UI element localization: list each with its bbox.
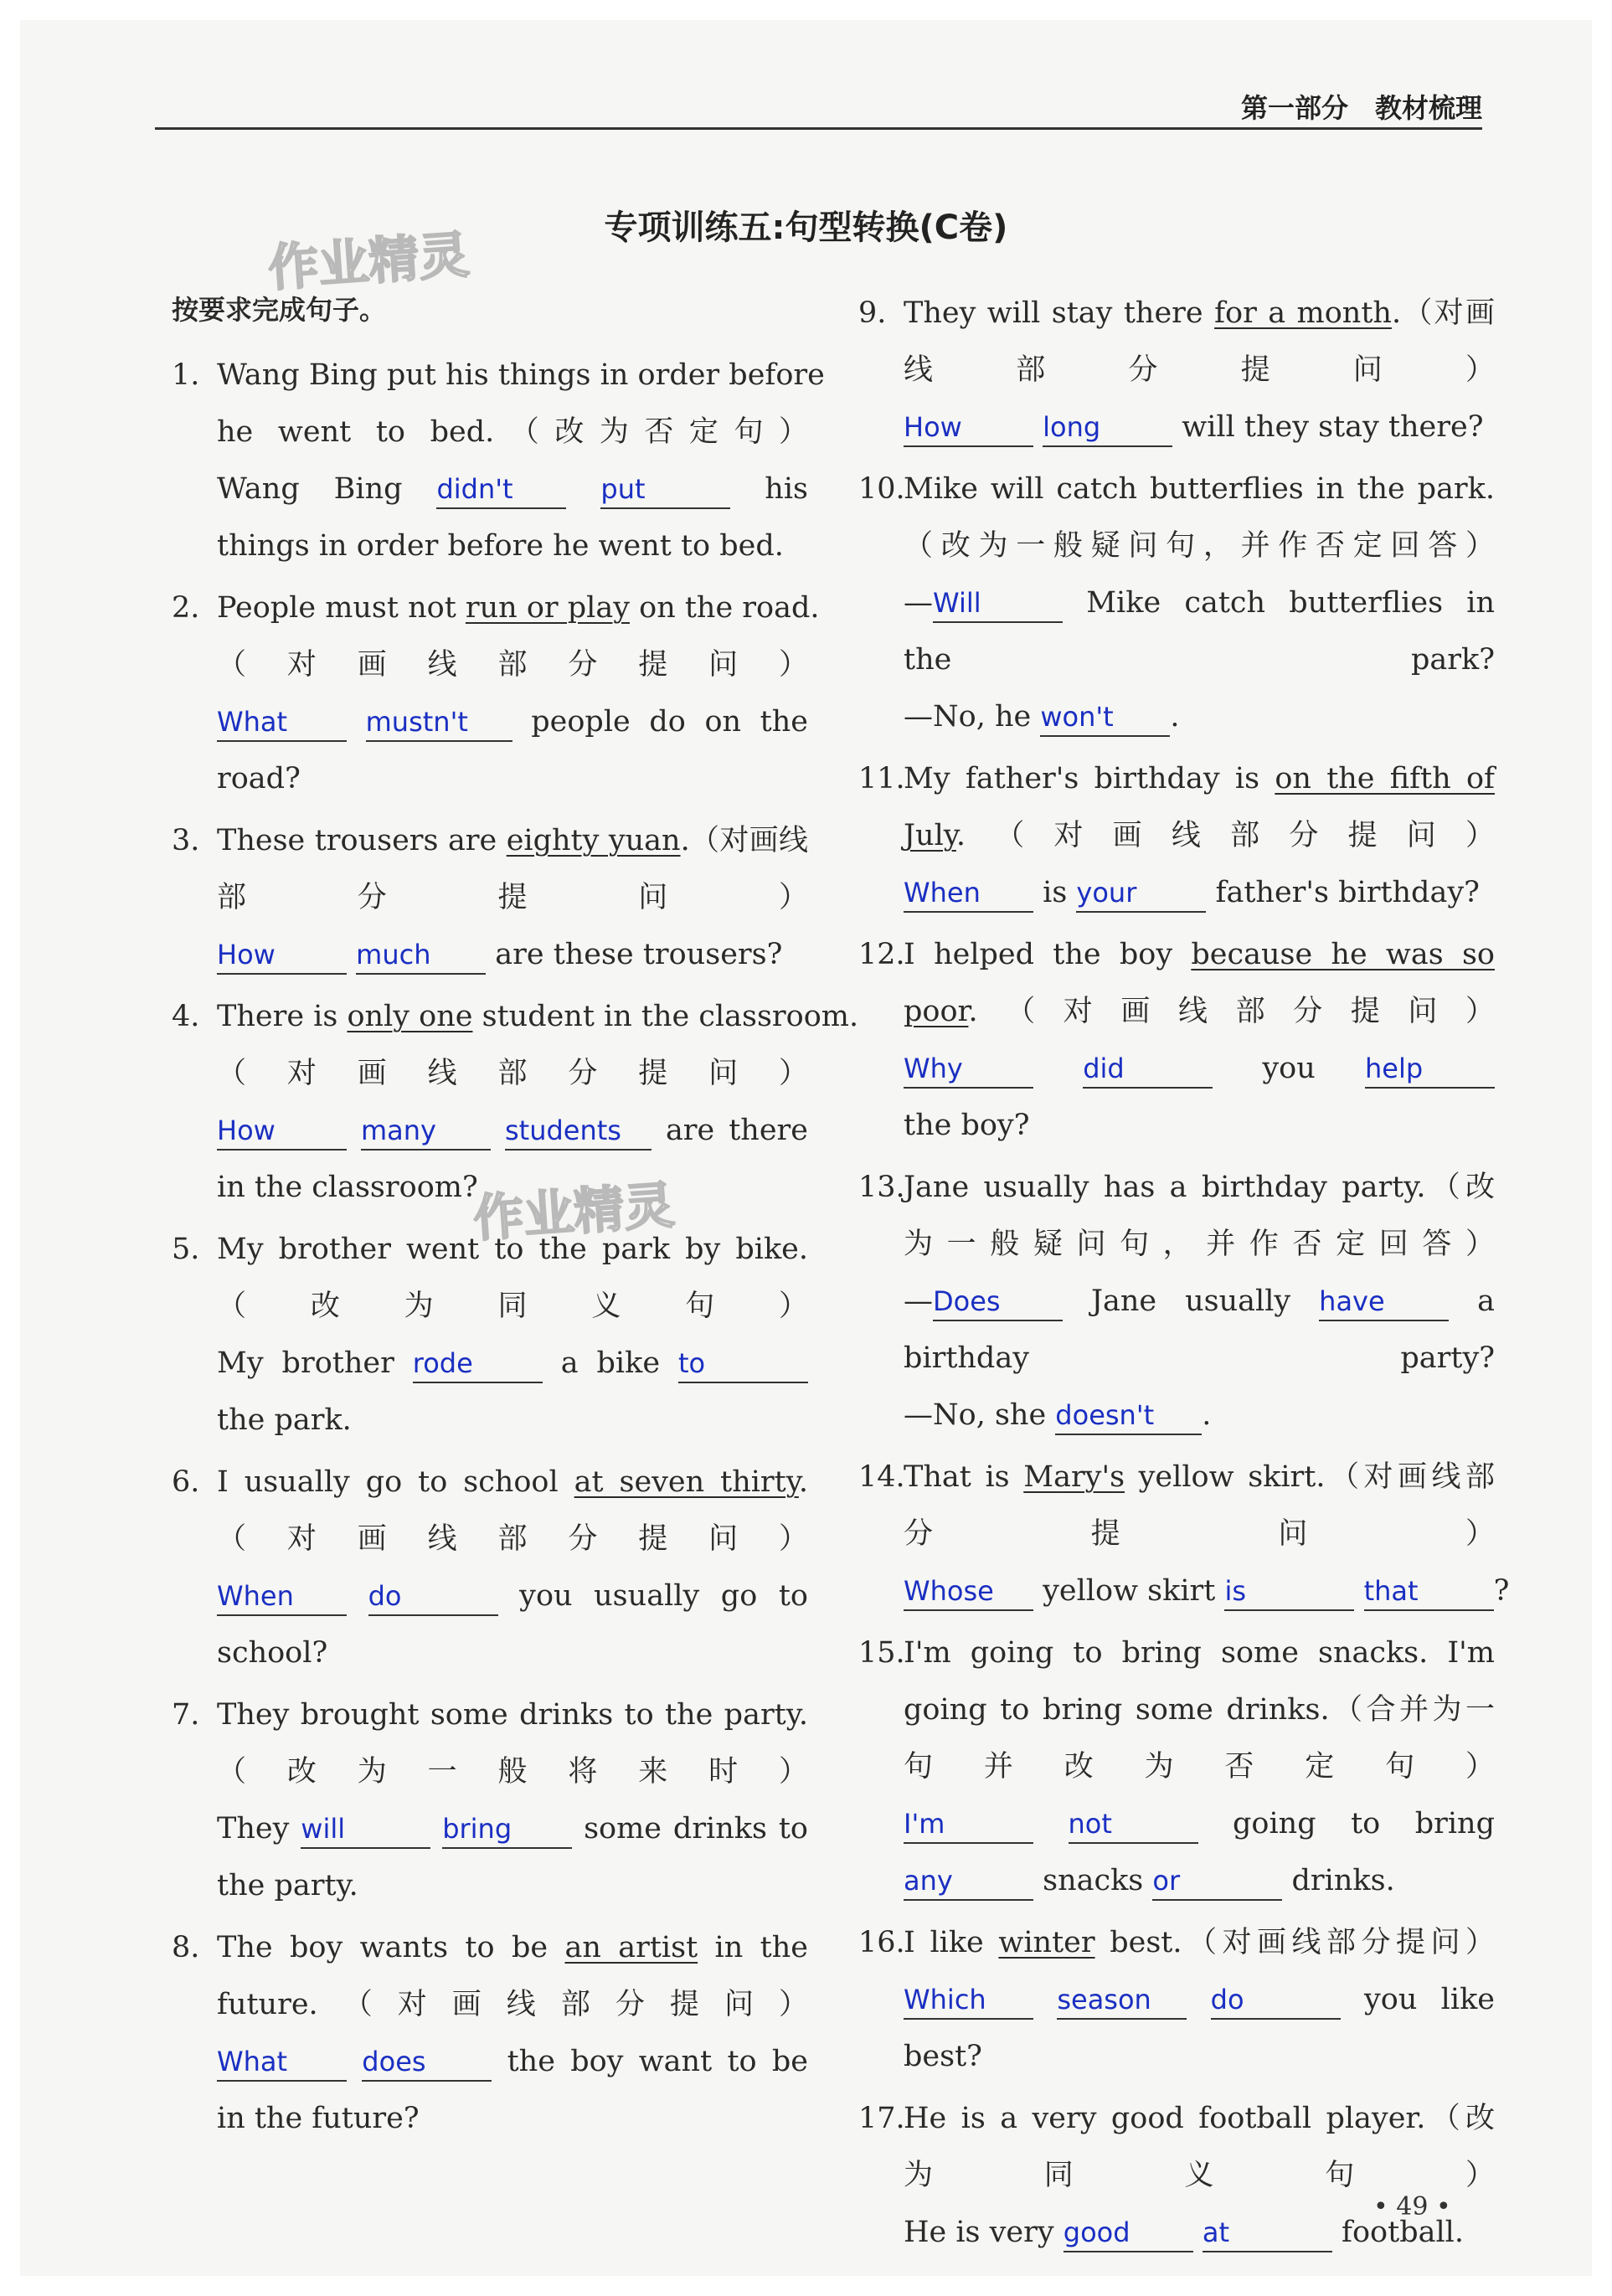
question-text: .（对画线部分提问） [968, 995, 1495, 1028]
question-text: Wang Bing [217, 472, 437, 506]
answer-blank: long [1043, 409, 1172, 447]
answer-blank: does [362, 2043, 492, 2082]
question-text: （对画线部分提问） [217, 1057, 808, 1090]
question-text: . [1202, 1398, 1212, 1432]
question-text: — [904, 1284, 933, 1318]
answer-blank: What [217, 703, 347, 742]
exercise-item [172, 347, 825, 574]
exercise-line [858, 1624, 1495, 1681]
exercise-line [858, 461, 1495, 517]
answer-blank: When [217, 1578, 347, 1616]
exercise-line [858, 517, 1495, 574]
question-text [347, 1579, 368, 1613]
exercise-line [858, 926, 1495, 983]
question-text [347, 705, 366, 739]
answer-blank: season [1057, 1981, 1187, 2020]
question-text: road? [217, 762, 301, 795]
exercise-line [858, 342, 1495, 399]
answer-blank: I'm [904, 1805, 1033, 1844]
exercise-item [858, 750, 1495, 921]
question-text: They [217, 1812, 301, 1846]
answer-blank: When [904, 874, 1033, 913]
question-text [430, 1812, 442, 1846]
question-text: 部分提问） [217, 881, 808, 914]
question-text: going to bring some drinks.（合并为一 [904, 1693, 1495, 1727]
exercise-line [172, 812, 808, 869]
question-text: I helped the boy [904, 938, 1192, 971]
watermark-logo: 作业精灵 [266, 225, 471, 299]
exercise-line [858, 1738, 1495, 1795]
question-text: best.（对画线部分提问） [1094, 1926, 1495, 1959]
exercise-number: 5. [172, 1233, 200, 1266]
question-text: I like [904, 1926, 999, 1959]
question-text: are these trousers? [486, 938, 783, 971]
question-text: People must not [217, 591, 466, 625]
answer-blank: help [1365, 1050, 1495, 1089]
exercise-line [858, 688, 1495, 745]
question-text: in the future? [217, 2102, 420, 2135]
underlined-text: eighty yuan [506, 824, 681, 857]
question-text: I'm going to bring some snacks. I'm [904, 1636, 1495, 1670]
exercise-line [858, 1159, 1495, 1216]
question-text: a bike [542, 1346, 678, 1380]
question-text: Wang Bing put his things in order before [217, 358, 825, 392]
exercise-item [858, 1449, 1510, 1619]
question-text: a [1449, 1284, 1495, 1318]
question-text: best? [904, 2040, 982, 2073]
exercise-line [172, 636, 808, 693]
question-text: his [730, 472, 808, 506]
exercise-number: 6. [172, 1465, 200, 1499]
question-text: （对画线部分提问） [217, 648, 808, 682]
exercise-number: 13. [858, 1171, 905, 1204]
underlined-text: run or play [465, 591, 630, 625]
exercise-item [172, 1919, 808, 2147]
question-text: yellow skirt.（对画线部 [1125, 1460, 1495, 1494]
exercise-line [858, 1852, 1495, 1909]
answer-blank: put [600, 471, 730, 509]
question-text: birthday party? [904, 1341, 1495, 1375]
question-text: They brought some drinks to the party. [217, 1698, 808, 1732]
underlined-text: Mary's [1023, 1460, 1125, 1494]
question-text: （改为一般疑问句，并作否定回答） [904, 529, 1495, 563]
exercise-line [172, 1743, 808, 1800]
question-text: That is [904, 1460, 1024, 1494]
answer-blank: Does [933, 1283, 1063, 1321]
answer-blank: Why [904, 1050, 1033, 1089]
exercise-line [858, 1681, 1495, 1738]
question-text: . [798, 1465, 808, 1499]
exercise-number: 16. [858, 1926, 905, 1959]
exercise-line [858, 574, 1495, 631]
section-label: 第一部分 教材梳理 [1240, 92, 1482, 124]
question-text: snacks [1033, 1864, 1153, 1897]
exercise-line [172, 2033, 808, 2090]
question-text: Jane usually has a birthday party.（改 [904, 1171, 1495, 1204]
exercise-number: 1. [172, 358, 200, 392]
exercise-line [172, 517, 808, 574]
question-text: in the classroom? [217, 1171, 478, 1204]
exercise-number: 15. [858, 1636, 905, 1670]
exercise-item [858, 1914, 1495, 2085]
exercise-number: 2. [172, 591, 200, 625]
question-text: school? [217, 1636, 328, 1670]
exercise-line [172, 1511, 808, 1568]
exercise-item [172, 1454, 808, 1681]
question-text: he went to bed.（改为否定句） [217, 415, 808, 449]
exercise-line [858, 750, 1495, 807]
exercise-line [858, 983, 1495, 1040]
question-text: the park? [904, 643, 1495, 677]
question-text: （改为一般将来时） [217, 1755, 808, 1789]
answer-blank: that [1364, 1573, 1494, 1611]
exercise-line [172, 1335, 808, 1392]
answer-blank: to [678, 1345, 808, 1383]
exercise-line [858, 1795, 1495, 1852]
exercise-item [172, 988, 859, 1216]
question-text: .（对画线 [680, 824, 808, 857]
exercise-line [172, 926, 808, 983]
question-text: the party. [217, 1869, 358, 1902]
exercise-item [172, 812, 808, 983]
exercise-list-right [858, 285, 1510, 2261]
question-text: —No, he [904, 700, 1041, 734]
question-text: 分提问） [904, 1517, 1495, 1551]
question-text: 为一般疑问句，并作否定回答） [904, 1228, 1495, 1261]
exercise-line [172, 1045, 808, 1102]
exercise-item [172, 1221, 808, 1449]
question-text: are there [651, 1114, 808, 1147]
exercise-number: 14. [858, 1460, 905, 1494]
exercise-line [858, 399, 1495, 456]
exercise-line [172, 1221, 808, 1278]
exercise-line [858, 1562, 1510, 1619]
question-text: people do on the [512, 705, 808, 739]
exercise-item [858, 1159, 1495, 1444]
exercise-item [858, 285, 1495, 456]
answer-blank: didn't [436, 471, 566, 509]
answer-blank: rode [413, 1345, 543, 1383]
exercise-list-left [172, 347, 859, 2147]
answer-blank: have [1319, 1283, 1449, 1321]
question-text: 句并改为否定句） [904, 1750, 1495, 1784]
instruction-text: 按要求完成句子。 [172, 294, 387, 326]
question-text [1354, 1574, 1363, 1608]
answer-blank: How [904, 409, 1033, 447]
question-text: —No, she [904, 1398, 1056, 1432]
answer-blank: any [904, 1862, 1033, 1901]
answer-blank: not [1069, 1805, 1198, 1844]
exercise-number: 12. [858, 938, 905, 971]
question-text [1033, 1807, 1069, 1840]
question-text: drinks. [1282, 1864, 1395, 1897]
question-text: things in order before he went to bed. [217, 529, 784, 563]
question-text [566, 472, 600, 506]
exercise-line [172, 693, 808, 750]
exercise-item [172, 579, 820, 807]
exercise-line [858, 1449, 1495, 1506]
answer-blank: mustn't [366, 703, 512, 742]
exercise-line [172, 1568, 808, 1624]
question-text: These trousers are [217, 824, 507, 857]
answer-blank: do [1211, 1981, 1341, 2020]
question-text [1193, 2216, 1203, 2249]
question-text: you usually go to [497, 1579, 808, 1613]
exercise-line [172, 1857, 808, 1914]
underlined-text: July [904, 819, 956, 852]
exercise-line [172, 869, 808, 926]
question-text: you like [1340, 1983, 1495, 2016]
running-header [155, 84, 1482, 130]
right-column [858, 285, 1510, 2266]
question-text: My brother [217, 1346, 413, 1380]
exercise-line [858, 1506, 1495, 1562]
underlined-text: because he was so [1191, 938, 1495, 971]
exercise-line [172, 988, 859, 1045]
answer-blank: What [217, 2043, 347, 2082]
answer-blank: will [301, 1810, 430, 1849]
answer-blank: your [1076, 874, 1206, 913]
question-text: 为同义句） [904, 2159, 1495, 2192]
answer-blank: is [1224, 1573, 1354, 1611]
answer-blank: at [1203, 2214, 1332, 2252]
question-text [347, 2045, 362, 2078]
exercise-number: 11. [858, 762, 905, 795]
question-text: the boy want to be [492, 2045, 808, 2078]
watermark-logo: 作业精灵 [471, 1176, 677, 1249]
question-text: future.（对画线部分提问） [217, 1988, 808, 2021]
underlined-text: poor [904, 995, 969, 1028]
answer-blank: did [1083, 1050, 1213, 1089]
exercise-number: 7. [172, 1698, 200, 1732]
exercise-item [858, 2090, 1495, 2261]
exercise-line [858, 1040, 1495, 1097]
answer-blank: Whose [904, 1573, 1033, 1611]
question-text: 线部分提问） [904, 353, 1495, 387]
exercise-line [858, 864, 1495, 921]
question-text: They will stay there [904, 296, 1215, 330]
underlined-text: an artist [564, 1931, 698, 1964]
exercise-line [172, 1454, 808, 1511]
exercise-line [858, 1216, 1495, 1273]
question-text: . [1170, 700, 1180, 734]
answer-blank: won't [1040, 698, 1170, 737]
question-text [347, 1114, 361, 1147]
question-text: in the [698, 1931, 808, 1964]
question-text: will they stay there? [1172, 410, 1484, 444]
question-text: He is a very good football player.（改 [904, 2102, 1495, 2135]
question-text: the boy? [904, 1109, 1030, 1142]
page-title: 专项训练五:句型转换(C卷) [604, 208, 1008, 247]
question-text [1033, 1983, 1057, 2016]
exercise-number: 8. [172, 1931, 200, 1964]
exercise-line [172, 1102, 808, 1159]
exercise-number: 4. [172, 1000, 200, 1033]
exercise-line [172, 1392, 808, 1449]
exercise-line [172, 1919, 808, 1976]
question-text [1033, 1052, 1083, 1085]
exercise-line [858, 2028, 1495, 2085]
exercise-line [172, 404, 808, 461]
question-text [491, 1114, 505, 1147]
exercise-line [858, 2090, 1495, 2147]
question-text: is [1033, 876, 1077, 909]
answer-blank: good [1064, 2214, 1193, 2252]
answer-blank: much [356, 936, 486, 975]
question-text: the park. [217, 1403, 352, 1437]
question-text [1033, 410, 1043, 444]
question-text: — [904, 586, 933, 620]
question-text: father's birthday? [1206, 876, 1480, 909]
underlined-text: for a month [1214, 296, 1392, 330]
exercise-line [172, 461, 808, 517]
question-text: .（对画 [1391, 296, 1495, 330]
underlined-text: on the fifth of [1275, 762, 1496, 795]
exercise-line [858, 631, 1495, 688]
exercise-line [858, 1097, 1495, 1154]
question-text: .（对画线部分提问） [955, 819, 1495, 852]
question-text: some drinks to [572, 1812, 808, 1846]
question-text: He is very [904, 2216, 1064, 2249]
question-text: going to bring [1197, 1807, 1495, 1840]
answer-blank: bring [442, 1810, 572, 1849]
exercise-line [172, 1686, 808, 1743]
answer-blank: Which [904, 1981, 1033, 2020]
exercise-line [172, 347, 825, 404]
exercise-line [172, 579, 820, 636]
answer-blank: How [217, 1112, 347, 1151]
exercise-line [858, 1273, 1495, 1330]
exercise-line [172, 1278, 808, 1335]
question-text: The boy wants to be [217, 1931, 565, 1964]
exercise-item [858, 926, 1495, 1154]
question-text: I usually go to school [217, 1465, 574, 1499]
page-number: • 49 • [1373, 2192, 1451, 2221]
question-text [1187, 1983, 1210, 2016]
exercise-number: 17. [858, 2102, 905, 2135]
exercise-item [172, 1686, 808, 1914]
exercise-line [172, 750, 808, 807]
exercise-number: 9. [858, 296, 887, 330]
exercise-line [172, 1159, 808, 1216]
answer-blank: do [368, 1578, 498, 1616]
answer-blank: doesn't [1055, 1397, 1202, 1435]
exercise-line [172, 1976, 808, 2033]
question-text: ? [1493, 1574, 1510, 1608]
answer-blank: many [361, 1112, 491, 1151]
question-text: you [1213, 1052, 1365, 1085]
exercise-line [172, 2090, 808, 2147]
question-text: on the road. [630, 591, 820, 625]
question-text: football. [1331, 2216, 1464, 2249]
question-text: yellow skirt [1033, 1574, 1225, 1608]
answer-blank: students [505, 1112, 651, 1151]
exercise-line [172, 1800, 808, 1857]
underlined-text: winter [998, 1926, 1095, 1959]
exercise-line [858, 1330, 1495, 1387]
exercise-line [858, 285, 1495, 342]
exercise-line [858, 807, 1495, 864]
exercise-line [858, 1387, 1495, 1444]
question-text: My brother went to the park by bike. [217, 1233, 808, 1266]
exercise-item [858, 461, 1495, 745]
exercise-line [858, 1971, 1495, 2028]
question-text [347, 938, 356, 971]
exercise-item [858, 1624, 1495, 1909]
question-text: Mike will catch butterflies in the park. [904, 472, 1495, 506]
question-text: My father's birthday is [904, 762, 1275, 795]
exercise-line [858, 1914, 1495, 1971]
underlined-text: at seven thirty [574, 1465, 799, 1499]
exercise-number: 3. [172, 824, 200, 857]
left-column [172, 285, 859, 2152]
question-text: （改为同义句） [217, 1290, 808, 1323]
answer-blank: or [1152, 1862, 1282, 1901]
answer-blank: How [217, 936, 347, 975]
underlined-text: only one [347, 1000, 473, 1033]
question-text: student in the classroom. [472, 1000, 859, 1033]
exercise-line [172, 1624, 808, 1681]
question-text: Mike catch butterflies in [1063, 586, 1495, 620]
question-text: （对画线部分提问） [217, 1522, 808, 1556]
question-text: There is [217, 1000, 348, 1033]
answer-blank: Will [933, 584, 1063, 623]
question-text: Jane usually [1063, 1284, 1320, 1318]
exercise-number: 10. [858, 472, 905, 506]
